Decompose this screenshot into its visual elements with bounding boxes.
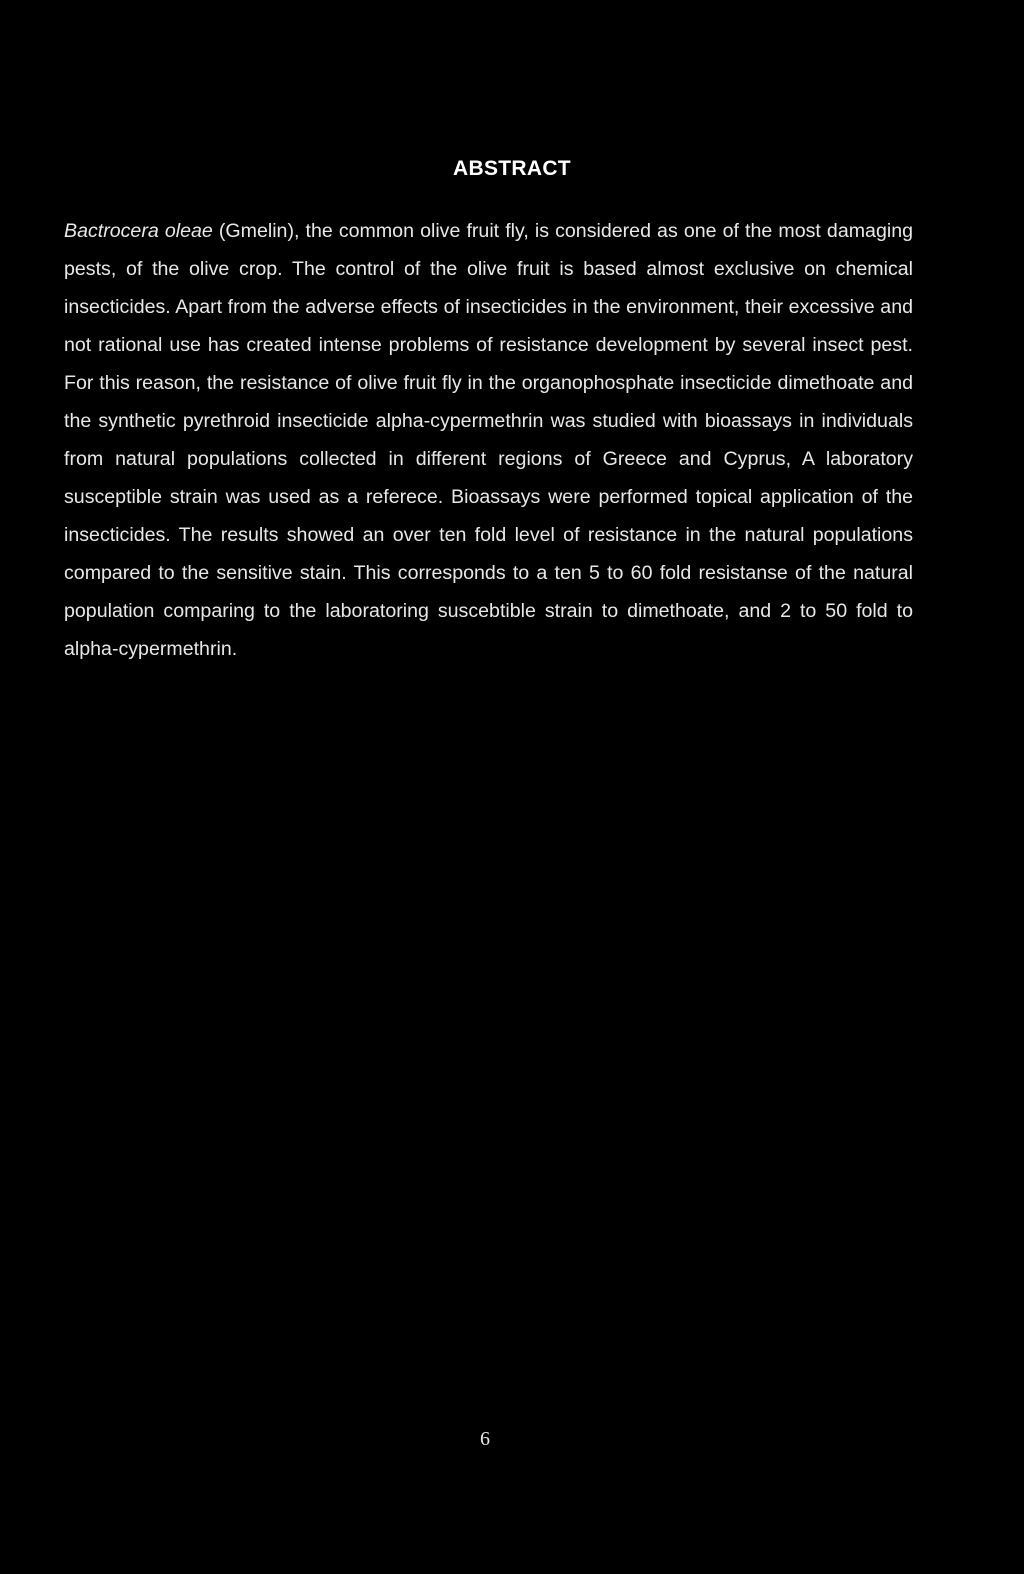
page-number: 6 [480,1428,490,1450]
abstract-paragraph [64,212,913,668]
abstract-title: ABSTRACT [453,157,571,180]
abstract-body-text: (Gmelin), the common olive fruit fly, is considered as one of the most damaging pests, of the olive crop. The control of the olive fruit is based almost exclusive on chemical insecticides. Apart from the adverse effects of insecticides in the environment, their excessive and not rational use has created intense problems of resistance development by several insect pest. For this reason, the resistance of olive fruit fly in the organophosphate insecticide dimethoate and the synthetic pyrethroid insecticide alpha-cypermethrin was studied with bioassays in individuals from natural populations collected in different regions of Greece and Cyprus, A laboratory susceptible strain was used as a referece. Bioassays were performed topical application of the insecticides. The results showed an over ten fold level of resistance in the natural populations compared to the sensitive stain. This corresponds to a ten 5 to 60 fold resistanse of the natural population comparing to the laboratoring suscebtible strain to dimethoate, and 2 to 50 fold to alpha-cypermethrin. [64,220,913,660]
species-name: Bactrocera oleae [64,220,213,242]
